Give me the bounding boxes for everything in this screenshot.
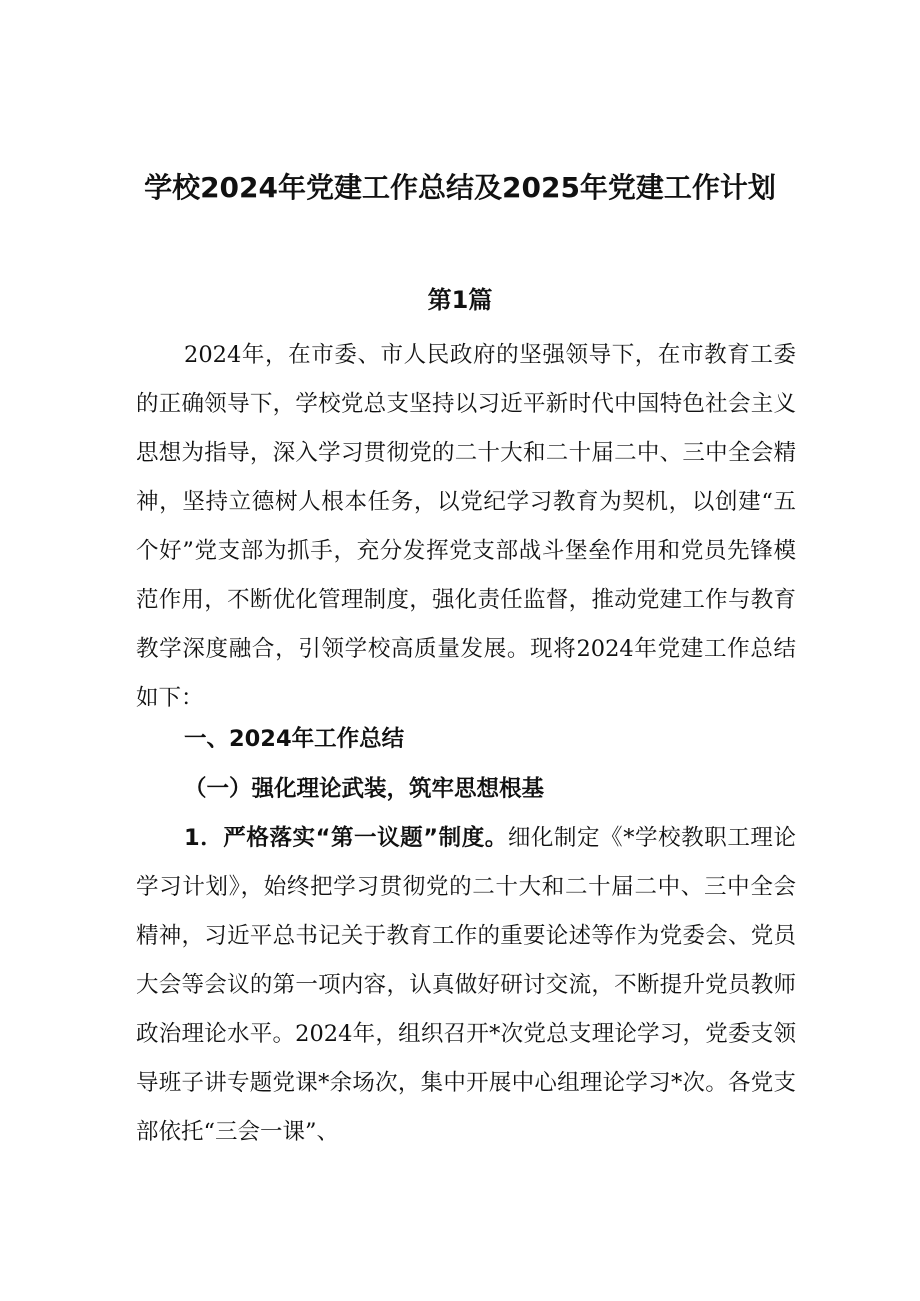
document-title: 学校2024年党建工作总结及2025年党建工作计划 [144,171,776,204]
item-1-paragraph [136,814,796,1157]
section-heading: 一、2024年工作总结 [184,726,405,752]
intro-paragraph: 2024年，在市委、市人民政府的坚强领导下，在市教育工委的正确领导下，学校党总支坚持以习近平新时代中国特色社会主义思想为指导，深入学习贯彻党的二十大和二十届二中、三中全会精神，坚持立德树人根本任务，以党纪学习教育为契机，以创建“五个好”党支部为抓手，充分发挥党支部战斗堡垒作用和党员先锋模范作用，不断优化管理制度，强化责任监督，推动党建工作与教育教学深度融合，引领学校高质量发展。现将2024年党建工作总结如下： [136,342,796,711]
item-1-body: 细化制定《*学校教职工理论学习计划》，始终把学习贯彻党的二十大和二十届二中、三中全会精神，习近平总书记关于教育工作的重要论述等作为党委会、党员大会等会议的第一项内容，认真做好研讨交流，不断提升党员教师政治理论水平。2024年，组织召开*次党总支理论学习，党委支领导班子讲专题党课*余场次，集中开展中心组理论学习*次。各党支部依托“三会一课”、 [136,825,796,1145]
item-1-lead: 1．严格落实“第一议题”制度。 [184,825,508,851]
document-subtitle: 第1篇 [427,286,493,314]
subsection-heading: （一）强化理论武装，筑牢思想根基 [184,776,545,802]
